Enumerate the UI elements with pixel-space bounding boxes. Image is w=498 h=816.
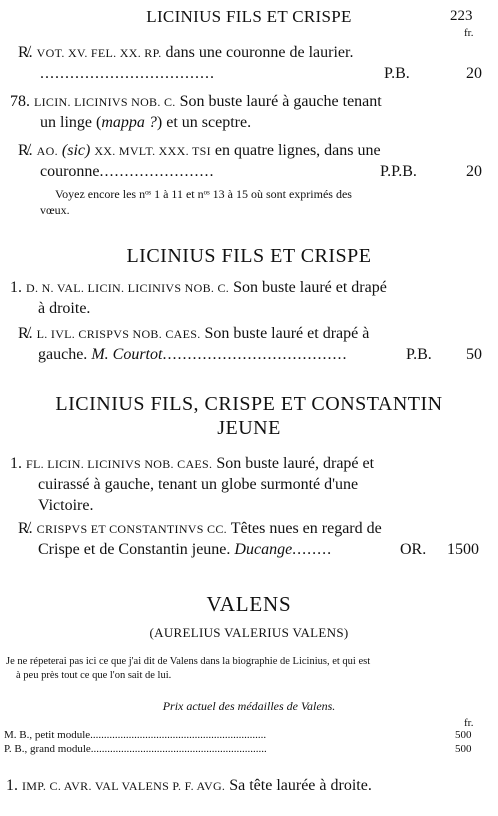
italic-term: mappa ? (101, 114, 157, 131)
reverse-mark: R̸. (18, 44, 33, 61)
row-label: P. B., grand module (4, 743, 91, 755)
description: Son buste lauré, drapé et (216, 455, 375, 472)
price-line (40, 161, 488, 182)
legend: IMP. C. AVR. VAL VALENS P. F. AVG. (22, 779, 226, 793)
description: Têtes nues en regard de (230, 520, 382, 537)
legend: L. IVL. CRISPVS NOB. CAES. (36, 327, 201, 341)
grade: P.B. (406, 346, 432, 363)
intro-line-1: Je ne répeterai pas ici ce que j'ai dit de Valens dans la biographie de Licinius, et qui est (6, 656, 371, 667)
entry-1-cont: à droite. (38, 300, 91, 317)
entry-number: 78. (10, 93, 30, 110)
description: Son buste lauré à gauche tenant (179, 93, 382, 110)
section-title: VALENS (206, 592, 292, 616)
description: dans une couronne de laurier. (165, 44, 354, 61)
grade: P.P.B. (380, 163, 417, 180)
entry-number: 1. (6, 777, 18, 794)
collector: M. Courtot (91, 346, 163, 363)
note-line-2: vœux. (40, 203, 70, 217)
sic: (sic) (61, 142, 91, 159)
text: gauche. (38, 346, 88, 363)
price-line (40, 63, 488, 84)
text: un linge ( (40, 114, 102, 131)
currency-abbr: fr. (464, 717, 474, 729)
legend: XX. MVLT. XXX. TSI (94, 144, 211, 158)
reverse-entry-1 (18, 42, 488, 63)
leader-dots: ........ (292, 541, 333, 558)
grade: OR. (400, 541, 427, 558)
text: Crispe et de Constantin jeune. (38, 541, 231, 558)
leader-dots: ................................... (40, 65, 215, 82)
section-title: LICINIUS FILS, CRISPE ET CONSTANTIN (55, 393, 443, 415)
reverse-mark: R̸. (18, 325, 33, 342)
intro-line-2: à peu près tout ce que l'on sait de lui. (16, 670, 172, 681)
currency-abbr: fr. (464, 27, 474, 39)
leader-dots: ................................................................ (90, 729, 267, 741)
entry-78 (10, 91, 488, 112)
entry-1-cont: cuirassé à gauche, tenant un globe surmonté d'une (38, 476, 359, 493)
reverse-mark: R̸. (18, 142, 33, 159)
section-title-cont: JEUNE (217, 417, 281, 439)
description: Son buste lauré et drapé à (204, 325, 370, 342)
reverse-mark: R̸. (18, 520, 33, 537)
leader-dots: ....................... (99, 163, 215, 180)
entry-number: 1. (10, 279, 22, 296)
entry-1 (6, 775, 492, 796)
price: 1500 (447, 541, 479, 558)
row-price: 500 (455, 743, 472, 755)
price-row (4, 742, 444, 756)
row-label: M. B., petit module (4, 729, 91, 741)
price-row (4, 728, 444, 742)
price: 50 (466, 346, 482, 363)
price: 20 (466, 65, 482, 82)
note-line-1: Voyez encore les nᵒˢ 1 à 11 et nᵒˢ 13 à 15 où sont exprimés des (55, 187, 352, 201)
price-heading: Prix actuel des médailles de Valens. (162, 699, 336, 713)
source: Ducange (234, 541, 293, 558)
legend: LICIN. LICINIVS NOB. C. (34, 95, 176, 109)
legend: FL. LICIN. LICINIVS NOB. CAES. (26, 457, 213, 471)
running-title: LICINIUS FILS ET CRISPE (146, 7, 352, 26)
text: couronne (40, 163, 100, 180)
description: Sa tête laurée à droite. (229, 777, 372, 794)
entry-1 (10, 277, 488, 298)
legend: VOT. XV. FEL. XX. RP. (36, 46, 162, 60)
entry-1-cont: Victoire. (38, 497, 94, 514)
reverse-entry (18, 323, 488, 344)
legend: AO. (36, 144, 58, 158)
entry-78-cont (40, 112, 488, 133)
section-subtitle: (AURELIUS VALERIUS VALENS) (149, 625, 349, 640)
legend: D. N. VAL. LICIN. LICINIVS NOB. C. (26, 281, 230, 295)
reverse-entry (18, 518, 488, 539)
leader-dots: ..................................... (162, 346, 348, 363)
grade: P.B. (384, 65, 410, 82)
legend: CRISPVS ET CONSTANTINVS CC. (36, 522, 227, 536)
row-price: 500 (455, 729, 472, 741)
description: Son buste lauré et drapé (233, 279, 387, 296)
price: 20 (466, 163, 482, 180)
entry-1 (10, 453, 488, 474)
leader-dots: ................................................................ (90, 743, 267, 755)
entry-number: 1. (10, 455, 22, 472)
text: ) et un sceptre. (156, 114, 252, 131)
page-number: 223 (450, 8, 473, 24)
reverse-entry-2 (18, 140, 488, 161)
description: en quatre lignes, dans une (214, 142, 381, 159)
section-title: LICINIUS FILS ET CRISPE (126, 245, 372, 267)
